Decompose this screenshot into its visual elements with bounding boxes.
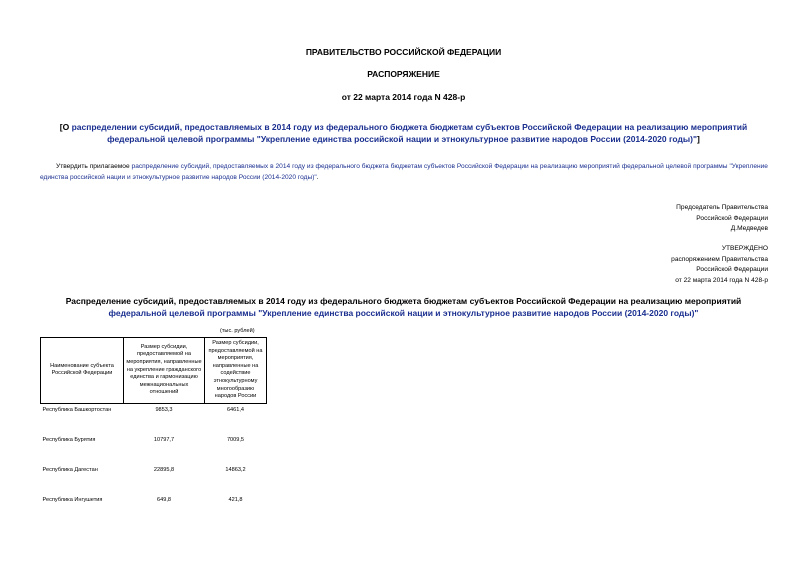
- signature-name: Д.Медведев: [730, 225, 768, 232]
- civic-unity-value: 22895,8: [153, 466, 175, 473]
- program-link[interactable]: федеральной целевой программы "Укрепление единства российской нации и этнокультурное развитие народов России (2014-2020 годы)": [108, 308, 699, 318]
- ethnocultural-value: 7009,5: [226, 436, 245, 443]
- column-header-ethnocultural: Размер субсидии, предоставляемой на мероприятия, направленные на содействие этнокультурному многообразию народов России: [205, 338, 267, 404]
- table-header-row: [41, 338, 267, 404]
- title-bracket-close: ]: [697, 134, 700, 144]
- approve-text: Утвердить прилагаемое: [56, 163, 130, 170]
- signature-position: Председатель Правительства: [676, 204, 768, 211]
- region-name: Республика Дагестан: [42, 466, 98, 473]
- column-header-region: Наименование субъекта Российской Федерации: [41, 338, 124, 404]
- distribution-title: [40, 295, 767, 319]
- paragraph-end: .: [316, 173, 319, 181]
- region-name: Республика Башкортостан: [42, 406, 112, 413]
- ethnocultural-value: 14863,2: [225, 466, 246, 473]
- approval-block: [671, 244, 768, 286]
- table-unit-label: (тыс. рублей): [220, 328, 255, 334]
- table-row: [41, 494, 267, 524]
- approval-date: от 22 марта 2014 года N 428-р: [675, 276, 768, 284]
- approval-country: Российской Федерации: [696, 266, 768, 273]
- civic-unity-value: 9853,3: [155, 406, 173, 413]
- ethnocultural-value: 421,8: [228, 496, 243, 503]
- ethnocultural-value: 6461,4: [226, 406, 245, 413]
- signature-block: [676, 203, 768, 235]
- table-row: [41, 403, 267, 434]
- distribution-link[interactable]: распределение субсидий, предоставляемых в 2014 году из федерального бюджета бюджетам субъектов Российской Федерации на реализацию мероприятий федеральной целевой программы "Укрепление единства российской нации и этнокультурное развитие народов России (2014-2020 годы)": [40, 163, 768, 181]
- document-title: [40, 121, 767, 145]
- distribution-title-text: Распределение субсидий, предоставляемых в 2014 году из федерального бюджета бюджетам субъектов Российской Федерации на реализацию мероприятий: [65, 296, 742, 306]
- approval-by: распоряжением Правительства: [671, 255, 768, 263]
- civic-unity-value: 649,8: [157, 496, 171, 503]
- government-heading: ПРАВИТЕЛЬСТВО РОССИЙСКОЙ ФЕДЕРАЦИИ: [305, 47, 502, 57]
- region-name: Республика Ингушетия: [42, 496, 103, 503]
- body-paragraph: [40, 162, 768, 183]
- title-bracket-open: [О: [59, 122, 72, 132]
- table-row: [41, 434, 267, 464]
- document-type-heading: РАСПОРЯЖЕНИЕ: [367, 69, 440, 79]
- region-name: Республика Бурятия: [42, 436, 96, 443]
- approval-label: УТВЕРЖДЕНО: [721, 245, 768, 252]
- signature-country: Российской Федерации: [696, 214, 768, 222]
- subsidy-table: [40, 337, 267, 524]
- table-row: [41, 464, 267, 494]
- title-link[interactable]: распределении субсидий, предоставляемых в 2014 году из федерального бюджета бюджетам субъектов Российской Федерации на реализацию мероприятий федеральной целевой программы "Укрепление единства российской нации и этнокультурное развитие народов России (2014-2020 годы)": [71, 122, 748, 144]
- document-date-number: от 22 марта 2014 года N 428-р: [341, 92, 466, 102]
- column-header-civic-unity: Размер субсидии, предоставляемой на мероприятия, направленные на укрепление гражданского единства и гармонизацию межнациональных отношений: [124, 338, 205, 404]
- civic-unity-value: 10797,7: [153, 436, 175, 443]
